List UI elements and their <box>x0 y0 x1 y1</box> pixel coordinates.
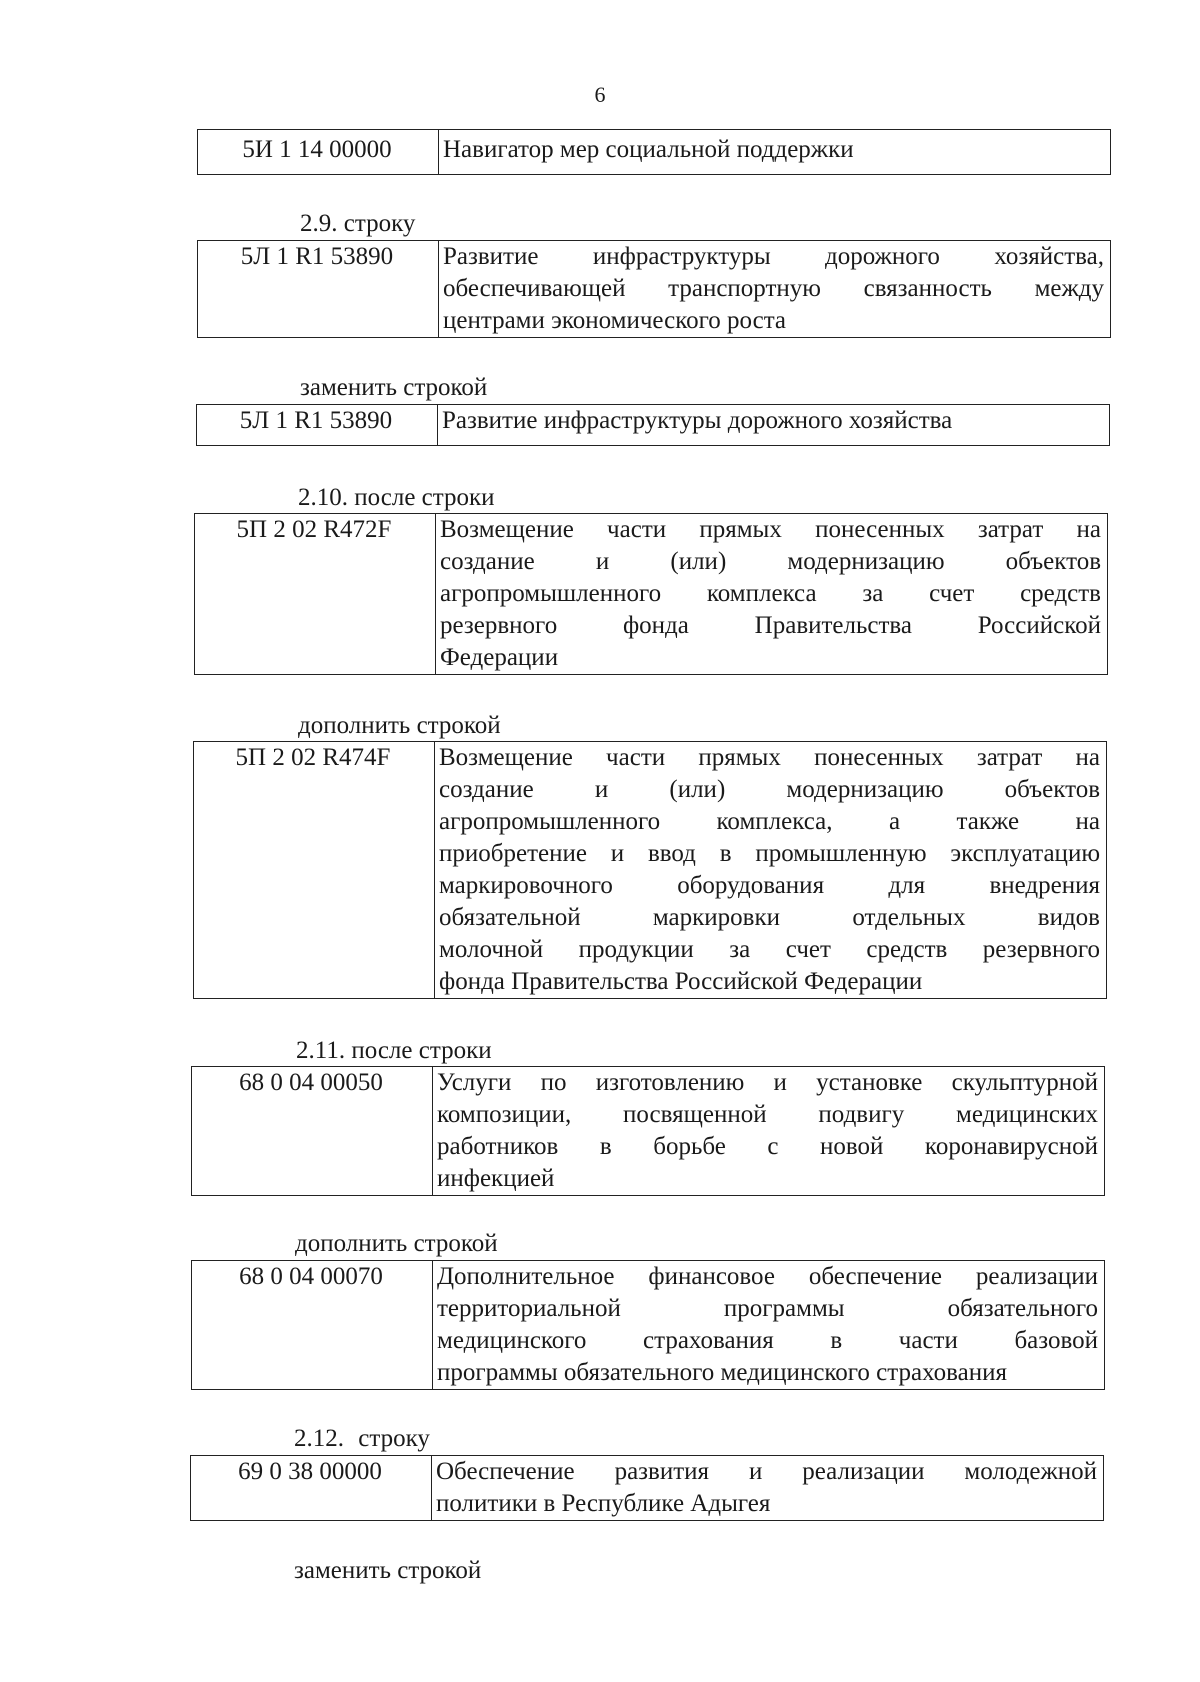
budget-row-table <box>194 513 1108 675</box>
section-label: заменить строкой <box>294 1557 482 1584</box>
description-line: Федерации <box>440 644 559 671</box>
section-label: 2.11. после строки <box>296 1037 492 1064</box>
row-description <box>435 742 1107 999</box>
row-description <box>433 1261 1105 1390</box>
section-label: 2.9. строку <box>300 210 416 237</box>
description-line: Дополнительное финансовое обеспечение реализации <box>437 1263 1098 1290</box>
classification-code: 5П 2 02 R472F <box>195 514 436 675</box>
section-label: 2.12. строку <box>294 1425 430 1452</box>
description-line: центрами экономического роста <box>443 307 787 334</box>
row-description <box>436 514 1108 675</box>
description-line: территориальной программы обязательного <box>437 1295 1098 1322</box>
description-line: политики в Республике Адыгея <box>436 1490 771 1517</box>
description-line: агропромышленного комплекса за счет средств <box>440 580 1101 607</box>
budget-row-table <box>191 1260 1105 1390</box>
section-label: заменить строкой <box>300 374 488 401</box>
description-line: Обеспечение развития и реализации молодежной <box>436 1458 1097 1485</box>
section-label: дополнить строкой <box>298 712 501 739</box>
budget-row-table <box>197 129 1111 175</box>
classification-code: 69 0 38 00000 <box>191 1456 432 1521</box>
description-line: медицинского страхования в части базовой <box>437 1327 1098 1354</box>
page-number: 6 <box>594 82 606 107</box>
row-description <box>439 130 1111 175</box>
description-line: создание и (или) модернизацию объектов <box>440 548 1101 575</box>
description-line: молочной продукции за счет средств резервного <box>439 936 1100 963</box>
description-line: работников в борьбе с новой коронавирусной <box>437 1133 1098 1160</box>
description-line: обязательной маркировки отдельных видов <box>439 904 1100 931</box>
classification-code: 5Л 1 R1 53890 <box>198 241 439 338</box>
row-description <box>432 1456 1104 1521</box>
table-row <box>192 1067 1105 1196</box>
description-line: композиции, посвященной подвигу медицинских <box>437 1101 1098 1128</box>
budget-row-table <box>190 1455 1104 1521</box>
budget-row-table <box>197 240 1111 338</box>
classification-code: 5П 2 02 R474F <box>194 742 435 999</box>
description-line: создание и (или) модернизацию объектов <box>439 776 1100 803</box>
description-line: приобретение и ввод в промышленную эксплуатацию <box>439 840 1100 867</box>
classification-code: 68 0 04 00050 <box>192 1067 433 1196</box>
description-line: Возмещение части прямых понесенных затрат на <box>440 516 1101 543</box>
budget-row-table <box>196 404 1110 446</box>
description-line: инфекцией <box>437 1165 555 1192</box>
table-row <box>194 742 1107 999</box>
description-line: Навигатор мер социальной поддержки <box>443 136 854 163</box>
row-description <box>438 405 1110 446</box>
description-line: Услуги по изготовлению и установке скульптурной <box>437 1069 1098 1096</box>
description-line: Развитие инфраструктуры дорожного хозяйства <box>442 407 953 434</box>
budget-row-table <box>191 1066 1105 1196</box>
row-description <box>433 1067 1105 1196</box>
description-line: резервного фонда Правительства Российской <box>440 612 1101 639</box>
description-line: Возмещение части прямых понесенных затрат на <box>439 744 1100 771</box>
table-row <box>198 130 1111 175</box>
table-row <box>191 1456 1104 1521</box>
description-line: обеспечивающей транспортную связанность между <box>443 275 1104 302</box>
classification-code: 5И 1 14 00000 <box>198 130 439 175</box>
description-line: маркировочного оборудования для внедрения <box>439 872 1100 899</box>
table-row <box>195 514 1108 675</box>
table-row <box>197 405 1110 446</box>
description-line: фонда Правительства Российской Федерации <box>439 968 923 995</box>
row-description <box>439 241 1111 338</box>
section-label: дополнить строкой <box>295 1230 498 1257</box>
table-row <box>198 241 1111 338</box>
table-row <box>192 1261 1105 1390</box>
classification-code: 68 0 04 00070 <box>192 1261 433 1390</box>
description-line: Развитие инфраструктуры дорожного хозяйства, <box>443 243 1104 270</box>
section-label: 2.10. после строки <box>298 484 495 511</box>
classification-code: 5Л 1 R1 53890 <box>197 405 438 446</box>
description-line: программы обязательного медицинского страхования <box>437 1359 1007 1386</box>
budget-row-table <box>193 741 1107 999</box>
description-line: агропромышленного комплекса, а также на <box>439 808 1100 835</box>
